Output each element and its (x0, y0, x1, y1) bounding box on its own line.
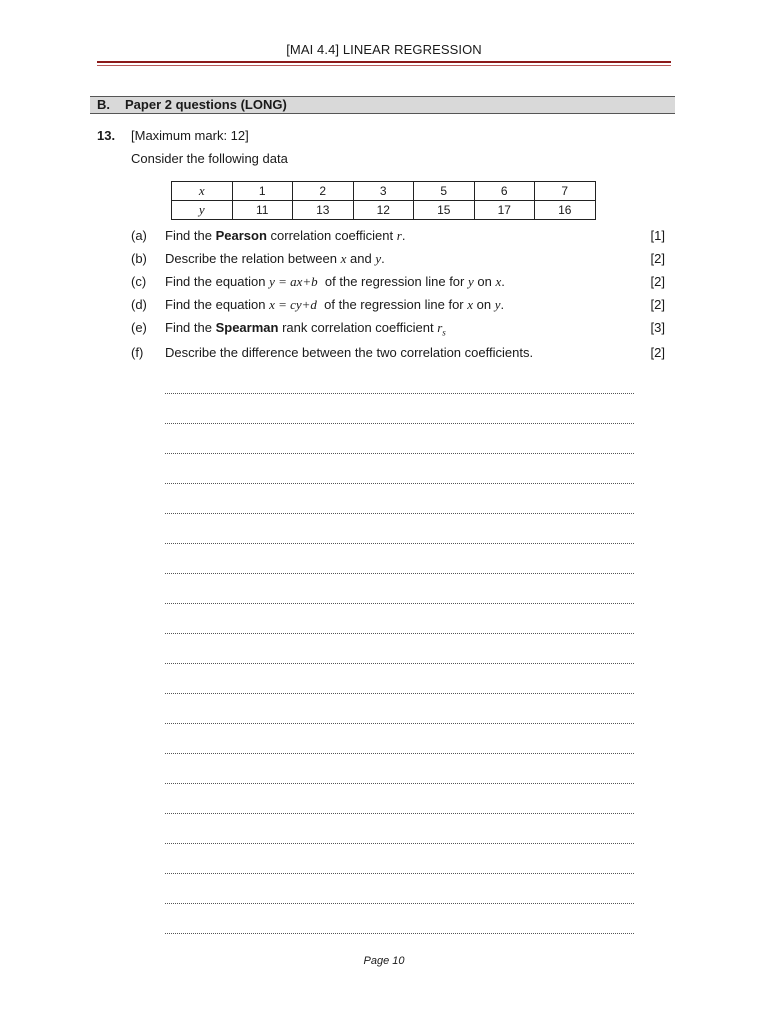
question-number: 13. (97, 128, 116, 143)
section-title: Paper 2 questions (LONG) (125, 97, 287, 112)
answer-line[interactable] (165, 423, 634, 424)
answer-line[interactable] (165, 543, 634, 544)
table-cell: 13 (293, 201, 354, 220)
part-label: (f) (131, 345, 144, 360)
answer-line[interactable] (165, 513, 634, 514)
table-cell: 17 (474, 201, 535, 220)
part-text: Find the Spearman rank correlation coefficient $r_s$ (165, 320, 446, 338)
answer-line[interactable] (165, 843, 634, 844)
answer-line[interactable] (165, 693, 634, 694)
part-mark: [3] (650, 320, 665, 335)
question-part-c (131, 274, 671, 292)
page-header-title: [MAI 4.4] LINEAR REGRESSION (286, 42, 482, 57)
part-text: Describe the difference between the two correlation coefficients. (165, 345, 534, 360)
table-cell: 2 (293, 182, 354, 201)
table-cell: 7 (535, 182, 596, 201)
part-text: Describe the relation between x and y. (165, 251, 385, 266)
answer-line[interactable] (165, 783, 634, 784)
part-text: Find the equation x = cy+d of the regression line for x on y. (165, 297, 505, 312)
part-label: (d) (131, 297, 147, 312)
table-cell: 6 (474, 182, 535, 201)
question-part-d (131, 297, 671, 315)
table-cell: 3 (353, 182, 414, 201)
answer-line[interactable] (165, 633, 634, 634)
part-mark: [2] (650, 251, 665, 266)
answer-line[interactable] (165, 753, 634, 754)
question-part-b (131, 251, 671, 269)
question-intro: Consider the following data (131, 151, 288, 166)
answer-line[interactable] (165, 933, 634, 934)
answer-line[interactable] (165, 603, 634, 604)
answer-line[interactable] (165, 483, 634, 484)
answer-line[interactable] (165, 903, 634, 904)
answer-line[interactable] (165, 573, 634, 574)
table-row-y (172, 201, 596, 220)
header-rule (97, 61, 671, 63)
part-mark: [2] (650, 345, 665, 360)
question-max-mark: [Maximum mark: 12] (131, 128, 249, 143)
table-cell: 12 (353, 201, 414, 220)
table-cell: 15 (414, 201, 475, 220)
table-header-y: y (172, 201, 233, 220)
part-text: Find the equation y = ax+b of the regression line for y on x. (165, 274, 505, 289)
table-header-x: x (172, 182, 233, 201)
part-label: (e) (131, 320, 147, 335)
table-cell: 5 (414, 182, 475, 201)
question-part-e (131, 320, 671, 338)
table-cell: 11 (232, 201, 293, 220)
table-cell: 16 (535, 201, 596, 220)
answer-line[interactable] (165, 663, 634, 664)
data-table (171, 181, 596, 220)
part-mark: [1] (650, 228, 665, 243)
section-bar (90, 96, 675, 114)
answer-line[interactable] (165, 723, 634, 724)
part-text: Find the Pearson correlation coefficient r. (165, 228, 406, 243)
answer-line[interactable] (165, 453, 634, 454)
question-part-f (131, 345, 671, 363)
header-rule-thin (97, 65, 671, 66)
part-label: (c) (131, 274, 147, 289)
part-mark: [2] (650, 297, 665, 312)
answer-line[interactable] (165, 813, 634, 814)
section-letter: B. (97, 97, 110, 112)
table-row-x (172, 182, 596, 201)
part-label: (a) (131, 228, 147, 243)
part-mark: [2] (650, 274, 665, 289)
question-part-a (131, 228, 671, 246)
part-label: (b) (131, 251, 147, 266)
answer-line[interactable] (165, 873, 634, 874)
table-cell: 1 (232, 182, 293, 201)
page-number: Page 10 (363, 955, 405, 967)
answer-line[interactable] (165, 393, 634, 394)
